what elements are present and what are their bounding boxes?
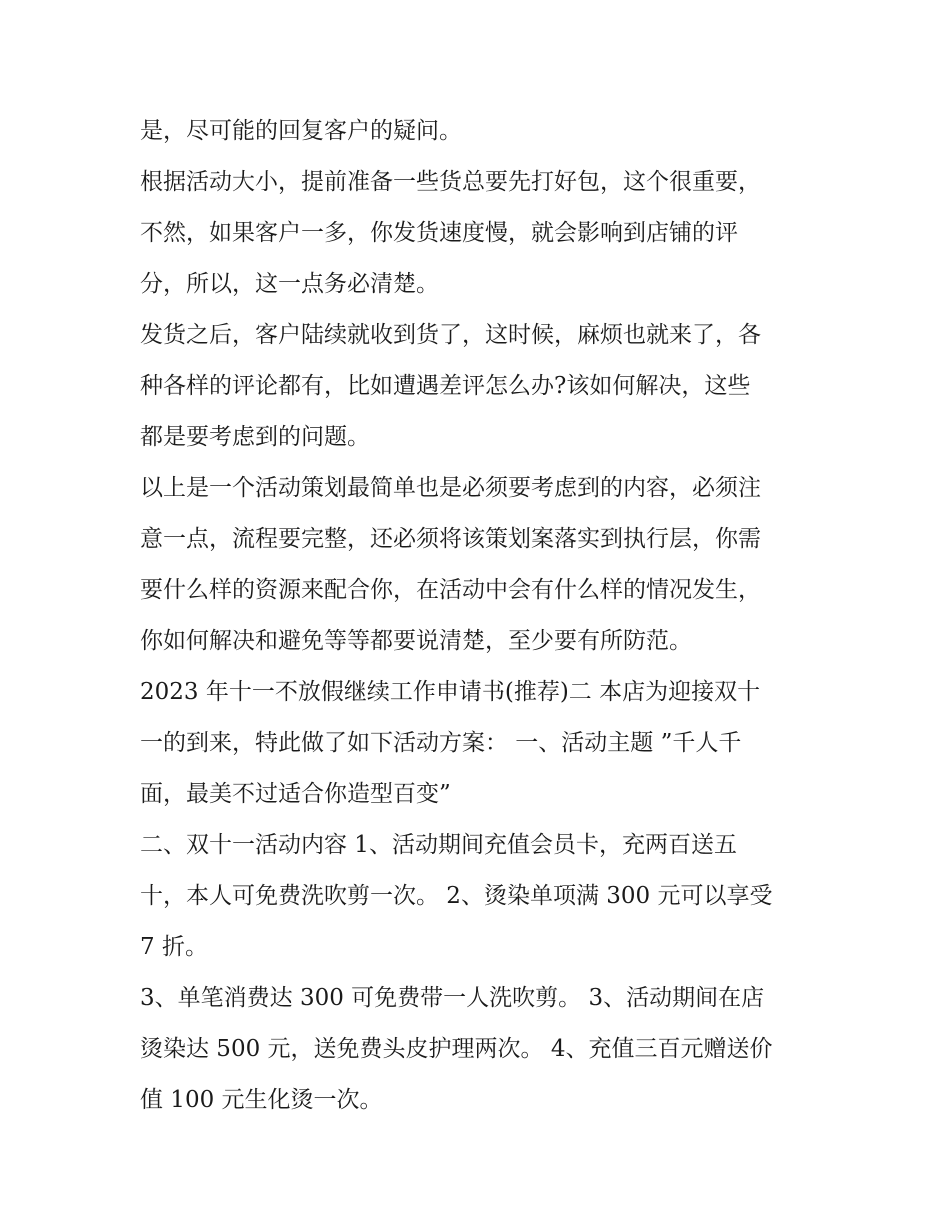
text-line: 是，尽可能的回复客户的疑问。 bbox=[140, 118, 462, 144]
text-line: 分，所以，这一点务必清楚。 bbox=[140, 271, 439, 297]
text-line: 烫染达 500 元，送免费头皮护理两次。 4、充值三百元赠送价 bbox=[140, 1036, 773, 1062]
text-line: 要什么样的资源来配合你，在活动中会有什么样的情况发生， bbox=[140, 577, 761, 603]
text-line: 你如何解决和避免等等都要说清楚，至少要有所防范。 bbox=[140, 628, 692, 654]
paragraph-3 bbox=[140, 310, 820, 463]
paragraph-5 bbox=[140, 667, 820, 820]
paragraph-1 bbox=[140, 106, 820, 157]
text-line: 以上是一个活动策划最简单也是必须要考虑到的内容，必须注 bbox=[140, 475, 761, 501]
paragraph-7 bbox=[140, 973, 820, 1126]
text-line: 十，本人可免费洗吹剪一次。 2、烫染单项满 300 元可以享受 bbox=[140, 883, 773, 909]
text-line: 7 折。 bbox=[140, 934, 208, 960]
text-line: 意一点，流程要完整，还必须将该策划案落实到执行层，你需 bbox=[140, 526, 761, 552]
paragraph-4 bbox=[140, 463, 820, 667]
text-line: 二、双十一活动内容 1、活动期间充值会员卡，充两百送五 bbox=[140, 832, 737, 858]
text-line: 3、单笔消费达 300 可免费带一人洗吹剪。 3、活动期间在店 bbox=[140, 985, 765, 1011]
text-line: 根据活动大小，提前准备一些货总要先打好包，这个很重要， bbox=[140, 169, 761, 195]
document-body bbox=[140, 106, 820, 1126]
text-line: 都是要考虑到的问题。 bbox=[140, 424, 370, 450]
text-line: 种各样的评论都有，比如遭遇差评怎么办?该如何解决，这些 bbox=[140, 373, 751, 399]
text-line: 面，最美不过适合你造型百变” bbox=[140, 781, 451, 807]
text-line: 一的到来，特此做了如下活动方案： 一、活动主题 ”千人千 bbox=[140, 730, 742, 756]
text-line: 值 100 元生化烫一次。 bbox=[140, 1087, 383, 1113]
paragraph-6 bbox=[140, 820, 820, 973]
paragraph-2 bbox=[140, 157, 820, 310]
text-line: 发货之后，客户陆续就收到货了，这时候，麻烦也就来了，各 bbox=[140, 322, 761, 348]
text-line: 不然，如果客户一多，你发货速度慢，就会影响到店铺的评 bbox=[140, 220, 738, 246]
text-line: 2023 年十一不放假继续工作申请书(推荐)二 本店为迎接双十 bbox=[140, 679, 761, 705]
